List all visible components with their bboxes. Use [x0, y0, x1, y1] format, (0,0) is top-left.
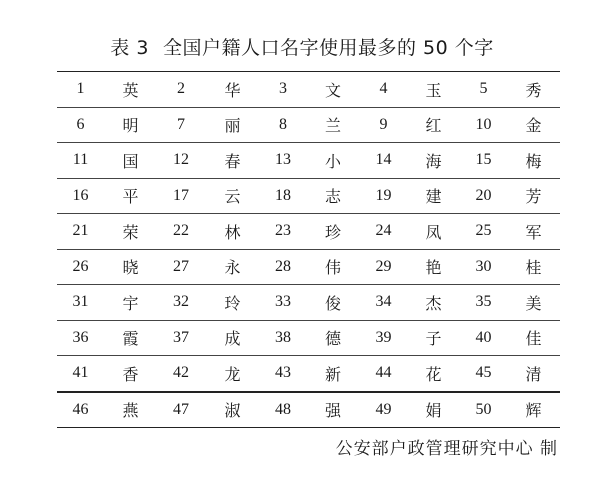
rank-cell: 21 [57, 214, 104, 250]
rank-cell: 9 [360, 107, 407, 143]
rank-cell: 35 [460, 285, 507, 321]
rank-cell: 16 [57, 178, 104, 214]
rank-cell: 48 [260, 392, 306, 428]
rank-cell: 32 [157, 285, 205, 321]
character-cell: 秀 [507, 72, 560, 108]
character-cell: 兰 [306, 107, 360, 143]
rank-cell: 40 [460, 320, 507, 356]
character-cell: 花 [407, 356, 460, 392]
character-cell: 龙 [205, 356, 260, 392]
character-cell: 荣 [104, 214, 157, 250]
table-row [57, 143, 560, 179]
rank-cell: 38 [260, 320, 306, 356]
character-cell: 红 [407, 107, 460, 143]
character-cell: 丽 [205, 107, 260, 143]
rank-cell: 20 [460, 178, 507, 214]
source-credit: 公安部户政管理研究中心 制 [335, 439, 558, 459]
character-cell: 永 [205, 249, 260, 285]
rank-cell: 47 [157, 392, 205, 428]
character-cell: 文 [306, 72, 360, 108]
table-row [57, 392, 560, 428]
character-cell: 玉 [407, 72, 460, 108]
character-cell: 平 [104, 178, 157, 214]
rank-cell: 31 [57, 285, 104, 321]
rank-cell: 14 [360, 143, 407, 179]
rank-cell: 25 [460, 214, 507, 250]
character-cell: 俊 [306, 285, 360, 321]
rank-cell: 18 [260, 178, 306, 214]
character-cell: 明 [104, 107, 157, 143]
rank-cell: 3 [260, 72, 306, 108]
rank-cell: 6 [57, 107, 104, 143]
rank-cell: 10 [460, 107, 507, 143]
character-cell: 玲 [205, 285, 260, 321]
table-row [57, 72, 560, 108]
character-cell: 英 [104, 72, 157, 108]
rank-cell: 13 [260, 143, 306, 179]
rank-cell: 22 [157, 214, 205, 250]
rank-cell: 33 [260, 285, 306, 321]
character-cell: 艳 [407, 249, 460, 285]
character-cell: 桂 [507, 249, 560, 285]
rank-cell: 5 [460, 72, 507, 108]
rank-cell: 27 [157, 249, 205, 285]
character-cell: 佳 [507, 320, 560, 356]
table-row [57, 178, 560, 214]
rank-cell: 24 [360, 214, 407, 250]
character-cell: 志 [306, 178, 360, 214]
names-table [57, 71, 560, 428]
rank-cell: 44 [360, 356, 407, 392]
rank-cell: 30 [460, 249, 507, 285]
rank-cell: 11 [57, 143, 104, 179]
character-cell: 军 [507, 214, 560, 250]
rank-cell: 49 [360, 392, 407, 428]
rank-cell: 2 [157, 72, 205, 108]
rank-cell: 39 [360, 320, 407, 356]
rank-cell: 29 [360, 249, 407, 285]
rank-cell: 12 [157, 143, 205, 179]
character-cell: 香 [104, 356, 157, 392]
rank-cell: 42 [157, 356, 205, 392]
character-cell: 晓 [104, 249, 157, 285]
character-cell: 辉 [507, 392, 560, 428]
character-cell: 林 [205, 214, 260, 250]
character-cell: 伟 [306, 249, 360, 285]
table-caption [0, 33, 604, 60]
character-cell: 德 [306, 320, 360, 356]
rank-cell: 1 [57, 72, 104, 108]
rank-cell: 37 [157, 320, 205, 356]
table-row [57, 214, 560, 250]
character-cell: 强 [306, 392, 360, 428]
table-body [57, 72, 560, 428]
rank-cell: 23 [260, 214, 306, 250]
character-cell: 国 [104, 143, 157, 179]
rank-cell: 17 [157, 178, 205, 214]
rank-cell: 50 [460, 392, 507, 428]
character-cell: 梅 [507, 143, 560, 179]
table-row [57, 107, 560, 143]
rank-cell: 46 [57, 392, 104, 428]
character-cell: 燕 [104, 392, 157, 428]
rank-cell: 19 [360, 178, 407, 214]
rank-cell: 36 [57, 320, 104, 356]
table-row [57, 249, 560, 285]
character-cell: 凤 [407, 214, 460, 250]
character-cell: 春 [205, 143, 260, 179]
character-cell: 新 [306, 356, 360, 392]
rank-cell: 7 [157, 107, 205, 143]
table-row [57, 356, 560, 392]
character-cell: 美 [507, 285, 560, 321]
rank-cell: 41 [57, 356, 104, 392]
rank-cell: 34 [360, 285, 407, 321]
character-cell: 海 [407, 143, 460, 179]
rank-cell: 28 [260, 249, 306, 285]
rank-cell: 8 [260, 107, 306, 143]
character-cell: 金 [507, 107, 560, 143]
character-cell: 子 [407, 320, 460, 356]
character-cell: 小 [306, 143, 360, 179]
table-title: 全国户籍人口名字使用最多的 50 个字 [162, 37, 494, 59]
character-cell: 华 [205, 72, 260, 108]
rank-cell: 4 [360, 72, 407, 108]
rank-cell: 43 [260, 356, 306, 392]
rank-cell: 15 [460, 143, 507, 179]
character-cell: 成 [205, 320, 260, 356]
table-row [57, 285, 560, 321]
character-cell: 珍 [306, 214, 360, 250]
character-cell: 清 [507, 356, 560, 392]
rank-cell: 45 [460, 356, 507, 392]
character-cell: 淑 [205, 392, 260, 428]
character-cell: 娟 [407, 392, 460, 428]
table-row [57, 320, 560, 356]
character-cell: 霞 [104, 320, 157, 356]
character-cell: 宇 [104, 285, 157, 321]
table-number: 表 3 [110, 37, 149, 59]
character-cell: 杰 [407, 285, 460, 321]
character-cell: 云 [205, 178, 260, 214]
character-cell: 芳 [507, 178, 560, 214]
rank-cell: 26 [57, 249, 104, 285]
character-cell: 建 [407, 178, 460, 214]
